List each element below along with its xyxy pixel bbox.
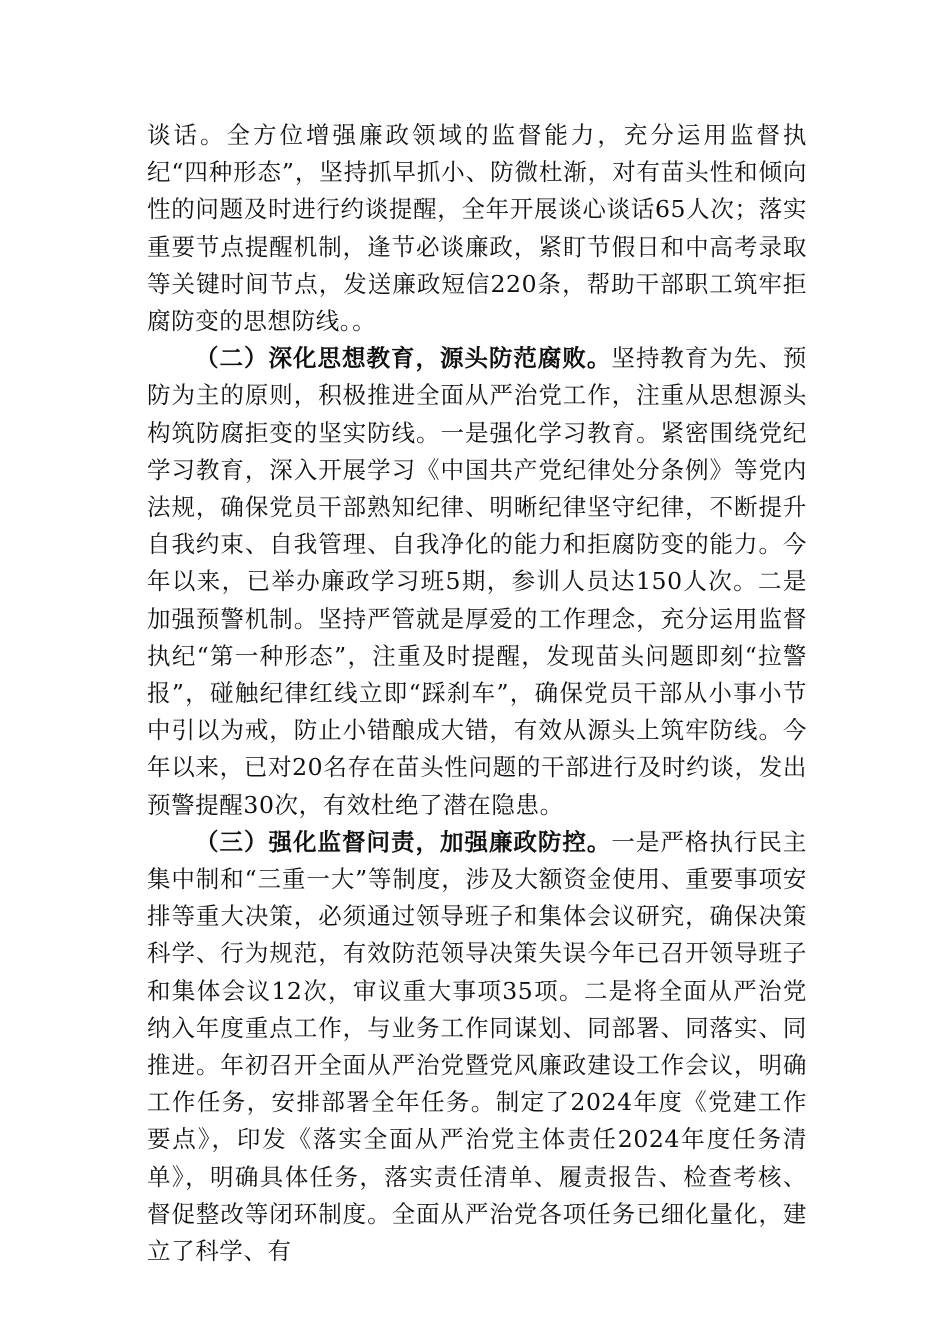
paragraph-text: 谈话。全方位增强廉政领域的监督能力，充分运用监督执纪“四种形态”，坚持抓早抓小、防微杜渐，对有苗头性和倾向性的问题及时进行约谈提醒，全年开展谈心谈话65人次；落实重要节点提醒机制，逢节必谈廉政，紧盯节假日和中高考录取等关键时间节点，发送廉政短信220条，帮助干部职工筑牢拒腐防变的思想防线。。 (147, 121, 807, 336)
section-heading: （三）强化监督问责，加强廉政防控。 (195, 827, 612, 856)
document-body (147, 117, 807, 1270)
paragraph-section-three (147, 824, 807, 1270)
paragraph-continuation (147, 117, 807, 340)
paragraph-section-two (147, 340, 807, 824)
section-heading: （二）深化思想教育，源头防范腐败。 (195, 344, 612, 373)
paragraph-text: 一是严格执行民主集中制和“三重一大”等制度，涉及大额资金使用、重要事项安排等重大决策，必须通过领导班子和集体会议研究，确保决策科学、行为规范，有效防范领导决策失误今年已召开领导班子和集体会议12次，审议重大事项35项。二是将全面从严治党纳入年度重点工作，与业务工作同谋划、同部署、同落实、同推进。年初召开全面从严治党暨党风廉政建设工作会议，明确工作任务，安排部署全年任务。制定了2024年度《党建工作要点》，印发《落实全面从严治党主体责任2024年度任务清单》，明确具体任务，落实责任清单、履责报告、检查考核、督促整改等闭环制度。全面从严治党各项任务已细化量化，建立了科学、有 (147, 827, 807, 1266)
paragraph-text: 坚持教育为先、预防为主的原则，积极推进全面从严治党工作，注重从思想源头构筑防腐拒变的坚实防线。一是强化学习教育。紧密围绕党纪学习教育，深入开展学习《中国共产党纪律处分条例》等党内法规，确保党员干部熟知纪律、明晰纪律坚守纪律，不断提升自我约束、自我管理、自我净化的能力和拒腐防变的能力。今年以来，已举办廉政学习班5期，参训人员达150人次。二是加强预警机制。坚持严管就是厚爱的工作理念，充分运用监督执纪“第一种形态”，注重及时提醒，发现苗头问题即刻“拉警报”，碰触纪律红线立即“踩刹车”，确保党员干部从小事小节中引以为戒，防止小错酿成大错，有效从源头上筑牢防线。今年以来，已对20名存在苗头性问题的干部进行及时约谈，发出预警提醒30次，有效杜绝了潜在隐患。 (147, 344, 807, 819)
